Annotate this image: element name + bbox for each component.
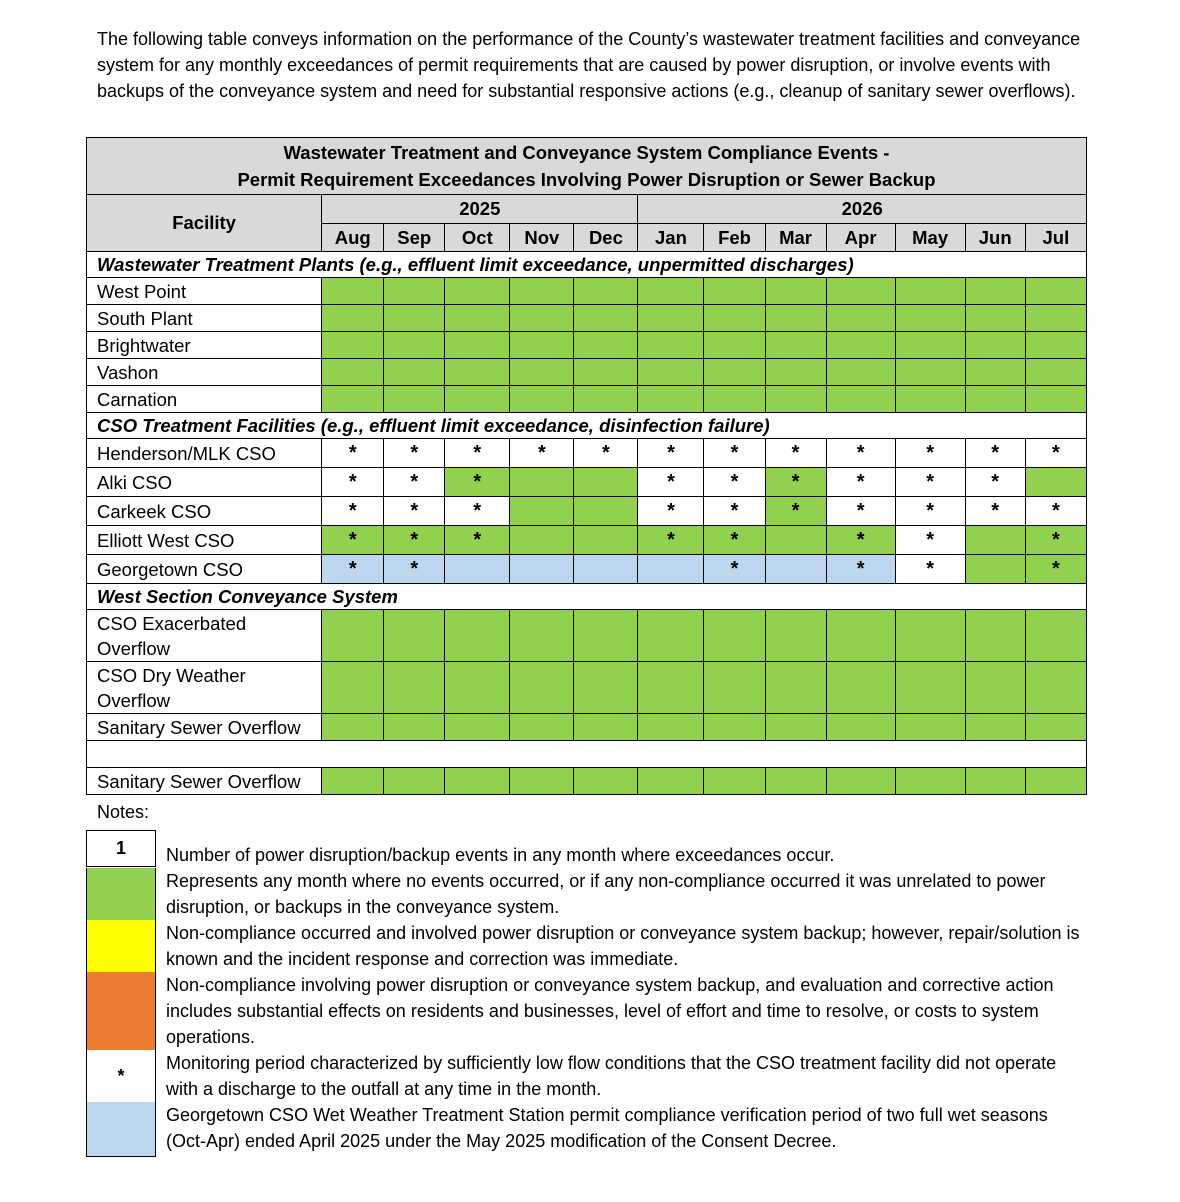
no-discharge-mark: *	[1051, 500, 1060, 522]
status-cell	[965, 386, 1025, 413]
table-row	[87, 278, 1087, 305]
table-row	[87, 468, 1087, 497]
no-discharge-mark: *	[473, 500, 482, 522]
section-title	[87, 741, 1087, 768]
status-cell	[1025, 497, 1086, 526]
status-cell	[1025, 468, 1086, 497]
compliance-table	[86, 137, 1087, 795]
no-discharge-mark: *	[791, 471, 800, 493]
status-cell	[574, 526, 638, 555]
status-cell	[322, 439, 384, 468]
no-discharge-mark: *	[991, 442, 1000, 464]
status-cell	[510, 439, 574, 468]
status-cell	[895, 610, 965, 662]
facility-name: South Plant	[87, 305, 322, 332]
no-discharge-mark: *	[926, 558, 935, 580]
no-discharge-mark: *	[667, 500, 675, 522]
status-cell	[384, 278, 445, 305]
status-cell	[826, 386, 895, 413]
intro-paragraph: The following table conveys information on the performance of the County’s wastewater treatment facilities and conveyance system for any monthly exceedances of permit requirements that are caused by power disruption, or involve events with backups of the conveyance system and need for substantial responsive actions (e.g., cleanup of sanitary sewer overflows).	[97, 29, 1081, 101]
table-row	[87, 768, 1087, 795]
status-cell	[704, 610, 765, 662]
no-discharge-mark: *	[410, 558, 419, 580]
no-discharge-mark: *	[1051, 529, 1060, 551]
status-cell	[445, 386, 510, 413]
status-cell	[965, 526, 1025, 555]
status-cell	[510, 278, 574, 305]
status-cell	[322, 497, 384, 526]
status-cell	[574, 714, 638, 741]
status-cell	[322, 278, 384, 305]
no-discharge-mark: *	[730, 500, 739, 522]
legend-text: Non-compliance involving power disruption or conveyance system backup, and evaluation and corrective action includes substantial effects on residents and businesses, level of effort and time to resolve, or costs to system operations.	[166, 975, 1054, 1047]
status-cell	[445, 610, 510, 662]
status-cell	[510, 714, 574, 741]
status-cell	[895, 662, 965, 714]
status-cell	[895, 332, 965, 359]
status-cell	[322, 526, 384, 555]
status-cell	[965, 497, 1025, 526]
section-row	[87, 413, 1087, 439]
status-cell	[384, 497, 445, 526]
status-cell	[965, 610, 1025, 662]
status-cell	[765, 526, 826, 555]
status-cell	[965, 332, 1025, 359]
no-discharge-mark: *	[730, 529, 739, 551]
status-cell	[765, 305, 826, 332]
no-discharge-mark: *	[602, 442, 610, 464]
status-cell	[510, 768, 574, 795]
facility-name: Brightwater	[87, 332, 322, 359]
no-discharge-mark: *	[856, 500, 865, 522]
status-cell	[638, 278, 704, 305]
status-cell	[965, 662, 1025, 714]
status-cell	[322, 714, 384, 741]
status-cell	[638, 610, 704, 662]
status-cell	[384, 332, 445, 359]
status-cell	[510, 555, 574, 584]
status-cell	[384, 305, 445, 332]
legend-text: Georgetown CSO Wet Weather Treatment Station permit compliance verification period of two full wet seasons (Oct-Apr) ended April 2025 under the May 2025 modification of the Consent Decree.	[166, 1105, 1048, 1151]
status-cell	[445, 305, 510, 332]
no-discharge-mark: *	[926, 529, 935, 551]
section-row	[87, 584, 1087, 610]
status-cell	[765, 768, 826, 795]
month-header: Jan	[638, 224, 704, 252]
table-title	[87, 138, 1087, 195]
status-cell	[895, 305, 965, 332]
status-cell	[704, 662, 765, 714]
status-cell	[704, 278, 765, 305]
status-cell	[1025, 359, 1086, 386]
status-cell	[1025, 439, 1086, 468]
year-header: 2026	[638, 195, 1087, 224]
status-cell	[322, 305, 384, 332]
facility-name: Carkeek CSO	[87, 497, 322, 526]
status-cell	[322, 555, 384, 584]
status-cell	[1025, 662, 1086, 714]
status-cell	[322, 386, 384, 413]
status-cell	[895, 768, 965, 795]
month-header: Aug	[322, 224, 384, 252]
legend-text: Non-compliance occurred and involved power disruption or conveyance system backup; however, repair/solution is known and the incident response and correction was immediate.	[166, 923, 1080, 969]
table-row	[87, 497, 1087, 526]
no-discharge-mark: *	[791, 442, 800, 464]
status-cell	[445, 439, 510, 468]
status-cell	[510, 332, 574, 359]
legend-swatch	[86, 972, 156, 1051]
status-cell	[1025, 386, 1086, 413]
facility-name: West Point	[87, 278, 322, 305]
status-cell	[765, 610, 826, 662]
status-cell	[384, 359, 445, 386]
status-cell	[384, 386, 445, 413]
status-cell	[638, 526, 704, 555]
facility-name: Alki CSO	[87, 468, 322, 497]
table-title-line2: Permit Requirement Exceedances Involving Power Disruption or Sewer Backup	[237, 169, 936, 190]
status-cell	[895, 497, 965, 526]
facility-name: Elliott West CSO	[87, 526, 322, 555]
status-cell	[638, 439, 704, 468]
status-cell	[384, 610, 445, 662]
status-cell	[445, 359, 510, 386]
status-cell	[826, 332, 895, 359]
status-cell	[322, 610, 384, 662]
status-cell	[965, 555, 1025, 584]
status-cell	[638, 555, 704, 584]
month-header: Sep	[384, 224, 445, 252]
status-cell	[826, 555, 895, 584]
facility-name: Vashon	[87, 359, 322, 386]
no-discharge-mark: *	[856, 442, 865, 464]
table-title-line1: Wastewater Treatment and Conveyance System Compliance Events -	[283, 142, 890, 163]
status-cell	[704, 359, 765, 386]
no-discharge-mark: *	[991, 471, 1000, 493]
status-cell	[765, 332, 826, 359]
month-header: Dec	[574, 224, 638, 252]
no-discharge-mark: *	[730, 471, 739, 493]
status-cell	[895, 386, 965, 413]
no-discharge-mark: *	[1051, 442, 1060, 464]
status-cell	[704, 714, 765, 741]
no-discharge-mark: *	[730, 442, 739, 464]
facility-name: CSO Dry Weather Overflow	[87, 662, 322, 714]
status-cell	[704, 526, 765, 555]
status-cell	[384, 662, 445, 714]
status-cell	[765, 439, 826, 468]
status-cell	[384, 768, 445, 795]
table-row	[87, 662, 1087, 714]
table-row	[87, 555, 1087, 584]
status-cell	[322, 332, 384, 359]
status-cell	[1025, 768, 1086, 795]
status-cell	[704, 768, 765, 795]
month-header: Jun	[965, 224, 1025, 252]
table-row	[87, 332, 1087, 359]
no-discharge-mark: *	[348, 471, 357, 493]
facility-name: CSO Exacerbated Overflow	[87, 610, 322, 662]
status-cell	[1025, 555, 1086, 584]
month-header: Nov	[510, 224, 574, 252]
facility-name: Henderson/MLK CSO	[87, 439, 322, 468]
no-discharge-mark: *	[926, 471, 935, 493]
status-cell	[765, 359, 826, 386]
month-header: Feb	[704, 224, 765, 252]
status-cell	[1025, 526, 1086, 555]
status-cell	[322, 662, 384, 714]
no-discharge-mark: *	[856, 558, 865, 580]
status-cell	[704, 305, 765, 332]
status-cell	[965, 278, 1025, 305]
facility-name: Carnation	[87, 386, 322, 413]
no-discharge-mark: *	[348, 529, 357, 551]
status-cell	[445, 662, 510, 714]
status-cell	[445, 768, 510, 795]
status-cell	[765, 497, 826, 526]
status-cell	[765, 714, 826, 741]
status-cell	[574, 497, 638, 526]
status-cell	[826, 468, 895, 497]
status-cell	[1025, 610, 1086, 662]
status-cell	[638, 768, 704, 795]
status-cell	[965, 439, 1025, 468]
section-title: CSO Treatment Facilities (e.g., effluent limit exceedance, disinfection failure)	[87, 413, 1087, 439]
status-cell	[826, 610, 895, 662]
status-cell	[826, 305, 895, 332]
status-cell	[574, 386, 638, 413]
legend-text: Monitoring period characterized by sufficiently low flow conditions that the CSO treatment facility did not operate with a discharge to the outfall at any time in the month.	[166, 1053, 1057, 1099]
status-cell	[895, 526, 965, 555]
status-cell	[1025, 278, 1086, 305]
no-discharge-mark: *	[856, 471, 865, 493]
status-cell	[510, 526, 574, 555]
legend-swatch: 1	[86, 830, 156, 867]
legend-swatch	[86, 920, 156, 973]
no-discharge-mark: *	[348, 500, 357, 522]
month-header: Jul	[1025, 224, 1086, 252]
status-cell	[445, 332, 510, 359]
status-cell	[510, 497, 574, 526]
status-cell	[574, 610, 638, 662]
status-cell	[826, 768, 895, 795]
status-cell	[704, 555, 765, 584]
status-cell	[384, 468, 445, 497]
status-cell	[638, 662, 704, 714]
status-cell	[765, 468, 826, 497]
status-cell	[574, 305, 638, 332]
no-discharge-mark: *	[348, 558, 357, 580]
status-cell	[384, 439, 445, 468]
status-cell	[445, 278, 510, 305]
status-cell	[965, 768, 1025, 795]
status-cell	[322, 359, 384, 386]
status-cell	[574, 332, 638, 359]
legend-swatch	[86, 868, 156, 921]
status-cell	[574, 555, 638, 584]
status-cell	[1025, 714, 1086, 741]
status-cell	[574, 278, 638, 305]
no-discharge-mark: *	[410, 500, 419, 522]
no-discharge-mark: *	[410, 529, 419, 551]
status-cell	[638, 468, 704, 497]
status-cell	[895, 359, 965, 386]
section-title: West Section Conveyance System	[87, 584, 1087, 610]
status-cell	[510, 305, 574, 332]
month-header: Oct	[445, 224, 510, 252]
no-discharge-mark: *	[473, 442, 482, 464]
table-row	[87, 610, 1087, 662]
no-discharge-mark: *	[991, 500, 1000, 522]
status-cell	[384, 714, 445, 741]
no-discharge-mark: *	[791, 500, 800, 522]
status-cell	[322, 468, 384, 497]
legend-swatch	[86, 1102, 156, 1157]
status-cell	[826, 439, 895, 468]
no-discharge-mark: *	[1051, 558, 1060, 580]
no-discharge-mark: *	[926, 442, 935, 464]
status-cell	[895, 468, 965, 497]
status-cell	[638, 359, 704, 386]
table-row	[87, 359, 1087, 386]
status-cell	[895, 555, 965, 584]
status-cell	[765, 278, 826, 305]
status-cell	[445, 468, 510, 497]
status-cell	[638, 305, 704, 332]
status-cell	[510, 359, 574, 386]
legend-swatch: *	[86, 1050, 156, 1103]
status-cell	[826, 497, 895, 526]
table-row	[87, 714, 1087, 741]
year-header: 2025	[322, 195, 638, 224]
status-cell	[574, 359, 638, 386]
status-cell	[895, 439, 965, 468]
status-cell	[322, 768, 384, 795]
status-cell	[510, 610, 574, 662]
no-discharge-mark: *	[856, 529, 865, 551]
section-row	[87, 252, 1087, 278]
month-header: Apr	[826, 224, 895, 252]
status-cell	[826, 526, 895, 555]
status-cell	[638, 714, 704, 741]
table-row	[87, 305, 1087, 332]
table-row	[87, 439, 1087, 468]
status-cell	[510, 468, 574, 497]
status-cell	[826, 662, 895, 714]
status-cell	[895, 278, 965, 305]
status-cell	[704, 439, 765, 468]
status-cell	[965, 305, 1025, 332]
month-header: May	[895, 224, 965, 252]
no-discharge-mark: *	[473, 471, 482, 493]
status-cell	[965, 468, 1025, 497]
status-cell	[765, 555, 826, 584]
no-discharge-mark: *	[730, 558, 739, 580]
status-cell	[765, 662, 826, 714]
no-discharge-mark: *	[348, 442, 357, 464]
section-row	[87, 741, 1087, 768]
status-cell	[1025, 332, 1086, 359]
status-cell	[965, 714, 1025, 741]
status-cell	[895, 714, 965, 741]
no-discharge-mark: *	[667, 529, 675, 551]
status-cell	[638, 386, 704, 413]
no-discharge-mark: *	[537, 442, 546, 464]
status-cell	[574, 768, 638, 795]
status-cell	[510, 386, 574, 413]
no-discharge-mark: *	[667, 471, 675, 493]
status-cell	[384, 555, 445, 584]
status-cell	[574, 662, 638, 714]
status-cell	[445, 526, 510, 555]
no-discharge-mark: *	[410, 471, 419, 493]
status-cell	[704, 386, 765, 413]
status-cell	[384, 526, 445, 555]
status-cell	[574, 468, 638, 497]
month-header: Mar	[765, 224, 826, 252]
status-cell	[638, 332, 704, 359]
facility-name: Georgetown CSO	[87, 555, 322, 584]
facility-name: Sanitary Sewer Overflow	[87, 768, 322, 795]
status-cell	[826, 278, 895, 305]
facility-name: Sanitary Sewer Overflow	[87, 714, 322, 741]
facility-header: Facility	[87, 195, 322, 252]
status-cell	[445, 714, 510, 741]
legend-text: Represents any month where no events occurred, or if any non-compliance occurred it was unrelated to power disruption, or backups in the conveyance system.	[166, 871, 1046, 917]
no-discharge-mark: *	[473, 529, 482, 551]
status-cell	[445, 555, 510, 584]
status-cell	[638, 497, 704, 526]
status-cell	[704, 468, 765, 497]
table-row	[87, 386, 1087, 413]
status-cell	[826, 359, 895, 386]
legend-text: Number of power disruption/backup events in any month where exceedances occur.	[166, 845, 835, 865]
status-cell	[704, 332, 765, 359]
status-cell	[510, 662, 574, 714]
status-cell	[1025, 305, 1086, 332]
no-discharge-mark: *	[410, 442, 419, 464]
status-cell	[826, 714, 895, 741]
status-cell	[445, 497, 510, 526]
notes-label: Notes:	[97, 802, 150, 822]
table-row	[87, 526, 1087, 555]
status-cell	[574, 439, 638, 468]
no-discharge-mark: *	[667, 442, 675, 464]
status-cell	[704, 497, 765, 526]
section-title: Wastewater Treatment Plants (e.g., effluent limit exceedance, unpermitted discharges)	[87, 252, 1087, 278]
status-cell	[965, 359, 1025, 386]
status-cell	[765, 386, 826, 413]
no-discharge-mark: *	[926, 500, 935, 522]
